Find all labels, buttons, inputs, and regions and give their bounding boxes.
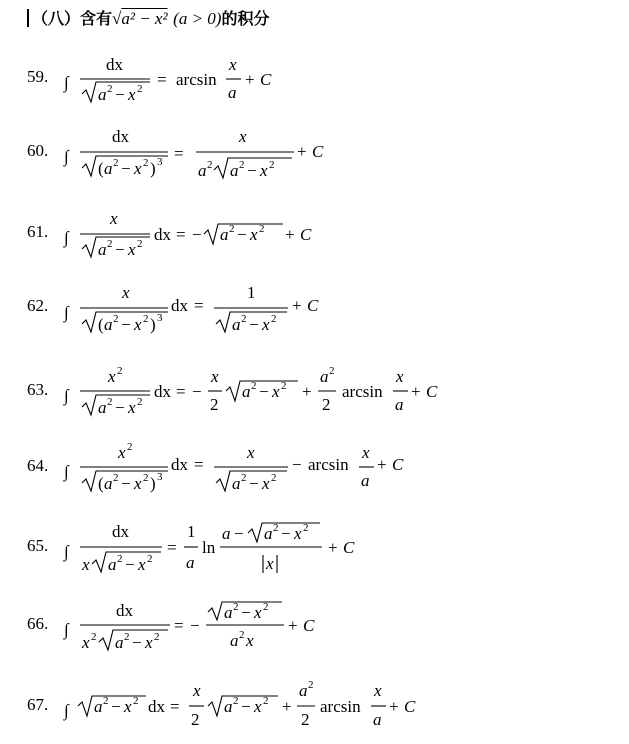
svg-text:∫: ∫ (64, 701, 69, 720)
svg-text:(: ( (98, 159, 104, 178)
svg-text:a: a (222, 524, 231, 543)
svg-text:dx: dx (148, 697, 165, 716)
svg-text:C: C (426, 382, 438, 401)
svg-text:a: a (232, 474, 241, 493)
title-suffix: 的积分 (221, 9, 270, 28)
svg-text:−: − (281, 524, 291, 543)
svg-text:C: C (260, 70, 272, 89)
svg-text:−: − (192, 382, 202, 401)
svg-text:+: + (377, 455, 387, 474)
svg-text:C: C (307, 296, 319, 315)
svg-text:=: = (176, 382, 186, 401)
svg-text:a: a (104, 159, 113, 178)
svg-text:arcsin: arcsin (176, 70, 217, 89)
svg-text:): ) (150, 159, 156, 178)
svg-text:+: + (282, 697, 292, 716)
svg-text:a: a (373, 710, 382, 729)
formula-60-math (0, 122, 629, 192)
svg-text:2: 2 (251, 380, 257, 392)
svg-text:2: 2 (233, 695, 239, 707)
formula-65-math (0, 515, 629, 585)
formula-64 (0, 436, 629, 506)
svg-text:2: 2 (127, 441, 133, 453)
svg-text:(: ( (98, 315, 104, 334)
svg-text:a: a (242, 382, 251, 401)
svg-text:ln: ln (202, 538, 216, 557)
svg-text:∫: ∫ (64, 73, 69, 92)
svg-text:x: x (254, 697, 262, 716)
svg-text:a: a (104, 474, 113, 493)
svg-text:a: a (186, 553, 195, 572)
svg-text:2: 2 (113, 157, 119, 169)
svg-text:x: x (128, 85, 136, 104)
svg-text:2: 2 (117, 553, 123, 565)
formula-60 (0, 122, 629, 192)
svg-text:1: 1 (247, 283, 256, 302)
formula-number: 63. (27, 380, 49, 399)
svg-text:+: + (292, 296, 302, 315)
svg-text:x: x (124, 697, 132, 716)
formula-number: 66. (27, 614, 49, 633)
title-condition: (a > 0) (173, 9, 222, 28)
svg-text:=: = (194, 455, 204, 474)
svg-text:a: a (224, 603, 233, 622)
svg-text:+: + (302, 382, 312, 401)
svg-text:2: 2 (239, 629, 245, 641)
formula-66-math (0, 594, 629, 664)
svg-text:+: + (285, 225, 295, 244)
svg-text:C: C (312, 142, 324, 161)
svg-text:x: x (254, 603, 262, 622)
svg-text:−: − (121, 474, 131, 493)
svg-text:2: 2 (107, 396, 113, 408)
svg-text:−: − (115, 240, 125, 259)
svg-text:x: x (110, 209, 118, 228)
svg-text:a: a (98, 85, 107, 104)
title-radical: √a² − x² (112, 9, 168, 28)
svg-text:−: − (111, 697, 121, 716)
svg-text:2: 2 (241, 472, 247, 484)
formula-number: 67. (27, 695, 49, 714)
svg-text:−: − (125, 555, 135, 574)
svg-text:∫: ∫ (64, 147, 69, 166)
svg-text:−: − (249, 474, 259, 493)
svg-text:2: 2 (107, 83, 113, 95)
svg-text:2: 2 (143, 157, 149, 169)
svg-text:−: − (132, 633, 142, 652)
svg-text:dx: dx (112, 522, 129, 541)
svg-text:2: 2 (154, 631, 160, 643)
svg-text:dx: dx (106, 55, 123, 74)
formula-67 (0, 674, 629, 744)
svg-text:2: 2 (124, 631, 130, 643)
svg-text:+: + (389, 697, 399, 716)
svg-text:+: + (245, 70, 255, 89)
svg-text:x: x (82, 555, 90, 574)
svg-text:2: 2 (322, 395, 331, 414)
svg-text:a: a (228, 83, 237, 102)
svg-text:arcsin: arcsin (320, 697, 361, 716)
svg-text:−: − (115, 398, 125, 417)
svg-text:−: − (247, 161, 257, 180)
formula-number: 62. (27, 296, 49, 315)
formula-59-math (0, 50, 629, 120)
svg-text:a: a (264, 524, 273, 543)
svg-text:2: 2 (269, 159, 275, 171)
svg-text:x: x (266, 554, 274, 573)
svg-text:2: 2 (143, 313, 149, 325)
svg-text:+: + (288, 616, 298, 635)
svg-text:∫: ∫ (64, 303, 69, 322)
formula-number: 60. (27, 141, 49, 160)
svg-text:−: − (192, 225, 202, 244)
svg-text:∫: ∫ (64, 228, 69, 247)
svg-text:dx: dx (154, 382, 171, 401)
svg-text:2: 2 (329, 365, 335, 377)
svg-text:a: a (395, 395, 404, 414)
svg-text:a: a (299, 681, 308, 700)
svg-text:=: = (157, 70, 167, 89)
svg-text:x: x (374, 681, 382, 700)
formula-63 (0, 360, 629, 430)
svg-text:+: + (328, 538, 338, 557)
title-bar-mark (27, 9, 29, 27)
svg-text:∫: ∫ (64, 386, 69, 405)
svg-text:C: C (300, 225, 312, 244)
svg-text:=: = (174, 144, 184, 163)
svg-text:1: 1 (187, 522, 196, 541)
svg-text:x: x (138, 555, 146, 574)
svg-text:a: a (108, 555, 117, 574)
svg-text:−: − (115, 85, 125, 104)
svg-text:+: + (411, 382, 421, 401)
svg-text:−: − (121, 159, 131, 178)
svg-text:x: x (82, 633, 90, 652)
svg-text:2: 2 (233, 601, 239, 613)
formula-66 (0, 594, 629, 664)
svg-text:2: 2 (137, 83, 143, 95)
svg-text:=: = (174, 616, 184, 635)
svg-text:3: 3 (157, 156, 163, 168)
svg-text:x: x (396, 367, 404, 386)
svg-text:x: x (272, 382, 280, 401)
svg-text:a: a (224, 697, 233, 716)
svg-text:a: a (94, 697, 103, 716)
svg-text:−: − (234, 524, 244, 543)
svg-text:2: 2 (229, 223, 235, 235)
svg-text:2: 2 (137, 396, 143, 408)
svg-text:2: 2 (301, 710, 310, 729)
svg-text:dx: dx (112, 127, 129, 146)
formula-62 (0, 278, 629, 348)
svg-text:+: + (297, 142, 307, 161)
svg-text:x: x (239, 127, 247, 146)
svg-text:x: x (134, 474, 142, 493)
svg-text:2: 2 (241, 313, 247, 325)
svg-text:=: = (194, 296, 204, 315)
svg-text:2: 2 (113, 472, 119, 484)
svg-text:∫: ∫ (64, 542, 69, 561)
svg-text:arcsin: arcsin (308, 455, 349, 474)
svg-text:2: 2 (107, 238, 113, 250)
svg-text:a: a (230, 161, 239, 180)
svg-text:=: = (176, 225, 186, 244)
svg-text:2: 2 (143, 472, 149, 484)
formula-number: 64. (27, 456, 49, 475)
svg-text:2: 2 (147, 553, 153, 565)
svg-text:2: 2 (137, 238, 143, 250)
svg-text:C: C (303, 616, 315, 635)
svg-text:x: x (262, 474, 270, 493)
svg-text:x: x (108, 367, 116, 386)
svg-text:x: x (362, 443, 370, 462)
svg-text:C: C (404, 697, 416, 716)
svg-text:x: x (294, 524, 302, 543)
svg-text:C: C (343, 538, 355, 557)
svg-text:arcsin: arcsin (342, 382, 383, 401)
svg-text:2: 2 (239, 159, 245, 171)
svg-text:(: ( (98, 474, 104, 493)
svg-text:2: 2 (113, 313, 119, 325)
svg-text:x: x (193, 681, 201, 700)
formula-number: 61. (27, 222, 49, 241)
svg-text:a: a (104, 315, 113, 334)
formula-59 (0, 50, 629, 120)
svg-text:x: x (211, 367, 219, 386)
svg-text:−: − (241, 603, 251, 622)
svg-text:x: x (134, 159, 142, 178)
svg-text:x: x (122, 283, 130, 302)
svg-text:dx: dx (154, 225, 171, 244)
svg-text:2: 2 (263, 695, 269, 707)
svg-text:2: 2 (271, 313, 277, 325)
formula-number: 65. (27, 536, 49, 555)
svg-text:x: x (128, 240, 136, 259)
svg-text:∫: ∫ (64, 462, 69, 481)
svg-text:x: x (128, 398, 136, 417)
svg-text:−: − (121, 315, 131, 334)
svg-text:dx: dx (171, 455, 188, 474)
svg-text:3: 3 (157, 312, 163, 324)
svg-text:a: a (98, 398, 107, 417)
formula-65 (0, 515, 629, 585)
svg-text:2: 2 (308, 679, 314, 691)
svg-text:a: a (220, 225, 229, 244)
svg-text:a: a (232, 315, 241, 334)
svg-text:): ) (150, 315, 156, 334)
svg-text:=: = (167, 538, 177, 557)
formula-61-math (0, 204, 629, 274)
svg-text:−: − (190, 616, 200, 635)
svg-text:−: − (292, 455, 302, 474)
svg-text:2: 2 (263, 601, 269, 613)
svg-text:x: x (247, 443, 255, 462)
section-title (27, 6, 269, 29)
svg-text:a: a (198, 161, 207, 180)
svg-text:2: 2 (103, 695, 109, 707)
svg-text:x: x (145, 633, 153, 652)
svg-text:a: a (361, 471, 370, 490)
svg-text:2: 2 (210, 395, 219, 414)
svg-text:x: x (260, 161, 268, 180)
svg-text:−: − (241, 697, 251, 716)
svg-text:2: 2 (273, 522, 279, 534)
formula-62-math (0, 278, 629, 348)
formula-61 (0, 204, 629, 274)
svg-text:2: 2 (303, 522, 309, 534)
svg-text:x: x (250, 225, 258, 244)
svg-text:2: 2 (271, 472, 277, 484)
svg-text:2: 2 (281, 380, 287, 392)
svg-text:2: 2 (133, 695, 139, 707)
title-prefix: （八）含有 (32, 9, 113, 28)
formula-number: 59. (27, 67, 49, 86)
svg-text:): ) (150, 474, 156, 493)
svg-text:−: − (249, 315, 259, 334)
svg-text:x: x (134, 315, 142, 334)
svg-text:a: a (230, 631, 239, 650)
svg-text:x: x (229, 55, 237, 74)
svg-text:dx: dx (171, 296, 188, 315)
formula-64-math (0, 436, 629, 506)
svg-text:x: x (262, 315, 270, 334)
svg-text:a: a (115, 633, 124, 652)
formula-67-math (0, 674, 629, 744)
svg-text:2: 2 (259, 223, 265, 235)
svg-text:a: a (98, 240, 107, 259)
svg-text:∫: ∫ (64, 620, 69, 639)
svg-text:2: 2 (191, 710, 200, 729)
svg-text:3: 3 (157, 471, 163, 483)
formula-63-math (0, 360, 629, 430)
svg-text:x: x (118, 443, 126, 462)
svg-text:−: − (237, 225, 247, 244)
svg-text:=: = (170, 697, 180, 716)
svg-text:2: 2 (91, 631, 97, 643)
svg-text:dx: dx (116, 601, 133, 620)
svg-text:−: − (259, 382, 269, 401)
svg-text:x: x (246, 631, 254, 650)
svg-text:2: 2 (207, 159, 213, 171)
svg-text:2: 2 (117, 365, 123, 377)
svg-text:C: C (392, 455, 404, 474)
svg-text:a: a (320, 367, 329, 386)
